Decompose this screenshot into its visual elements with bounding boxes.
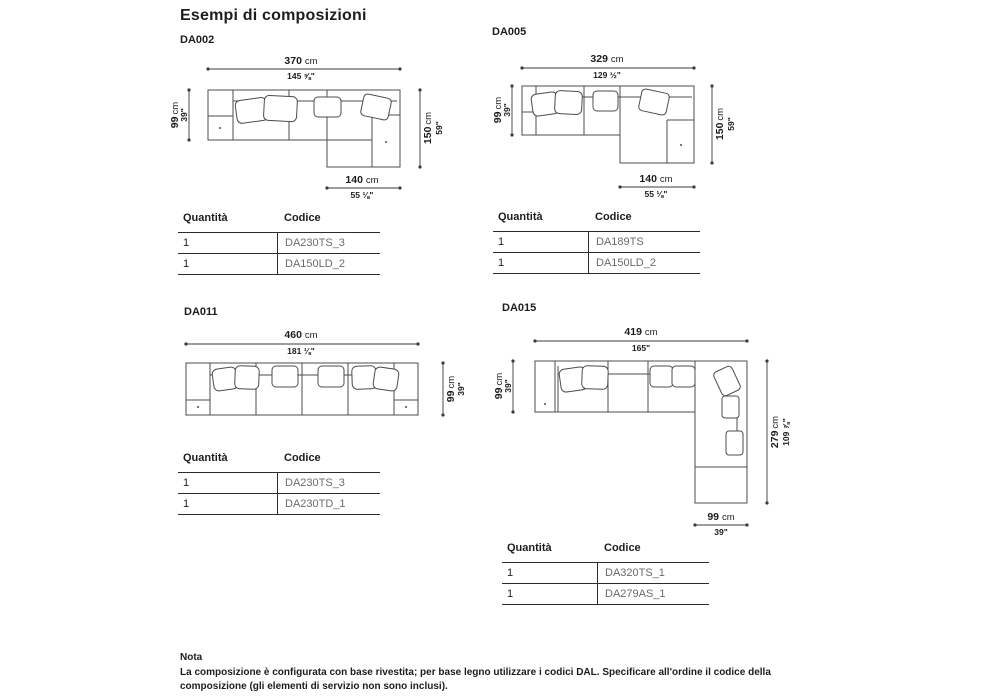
da005-dim-bottom-cm: 140 cm <box>639 173 673 185</box>
da015-dim-left-in: 39" <box>503 379 513 393</box>
composition-label-da002: DA002 <box>180 34 215 46</box>
da015-dim-bottom-cm: 99 cm <box>707 511 735 523</box>
cell-code: DA279AS_1 <box>597 584 709 604</box>
cell-quantity: 1 <box>498 257 505 269</box>
composition-label-da005: DA005 <box>492 26 527 38</box>
col-header-quantity: Quantità <box>498 211 543 223</box>
table-header-row <box>178 452 380 472</box>
da015-dim-top-cm: 419 cm <box>624 326 658 338</box>
col-header-quantity: Quantità <box>183 212 228 224</box>
col-header-quantity: Quantità <box>507 542 552 554</box>
da005-dim-top <box>520 53 695 80</box>
da002-dim-right-cm: 150cm <box>422 111 434 145</box>
da005-dim-top-in: 129 ½" <box>593 70 621 80</box>
da015-diagram <box>490 300 800 540</box>
da011-diagram <box>170 300 470 430</box>
cell-code: DA230TS_3 <box>277 473 380 493</box>
table-row <box>502 583 709 605</box>
da011-dim-top-in: 181 ⅛" <box>287 346 315 356</box>
table-row <box>493 252 700 274</box>
da015-dim-right-cm: 279cm <box>769 415 781 449</box>
cell-code: DA230TS_3 <box>277 233 380 253</box>
da002-dim-left-cm: 99cm <box>169 101 181 129</box>
da011-sofa-plan <box>186 363 418 415</box>
da015-dim-right-in: 109 ⅞" <box>781 418 791 446</box>
da002-sofa-plan <box>208 90 400 167</box>
da015-dim-left-cm: 99cm <box>493 372 505 400</box>
da011-dim-right <box>441 361 466 416</box>
cell-code: DA230TD_1 <box>277 494 380 514</box>
col-header-code: Codice <box>595 211 632 223</box>
da005-dim-left-in: 39" <box>502 103 512 117</box>
da002-diagram <box>170 50 460 200</box>
cell-code: DA189TS <box>588 232 700 252</box>
da015-dim-bottom-in: 39" <box>714 527 728 537</box>
da011-dim-top <box>184 329 419 356</box>
da005-dim-left <box>492 84 514 136</box>
cell-quantity: 1 <box>507 588 514 600</box>
da002-dim-left <box>169 88 191 141</box>
da005-dim-bottom-in: 55 ⅛" <box>644 189 668 199</box>
table-row <box>178 253 380 275</box>
da005-spec-table <box>493 211 700 274</box>
da005-dim-right <box>710 84 736 164</box>
da015-sofa-plan <box>535 361 747 503</box>
cell-quantity: 1 <box>183 237 190 249</box>
cell-quantity: 1 <box>507 567 514 579</box>
da002-dim-top-in: 145 ⅝" <box>287 71 315 81</box>
da011-dim-right-cm: 99cm <box>445 375 457 403</box>
table-row <box>178 472 380 493</box>
table-header-row <box>493 211 700 231</box>
col-header-code: Codice <box>284 452 321 464</box>
da015-dim-left <box>493 359 515 413</box>
da005-dim-top-cm: 329 cm <box>590 53 624 65</box>
table-header-row <box>178 212 380 232</box>
col-header-code: Codice <box>604 542 641 554</box>
cell-quantity: 1 <box>498 236 505 248</box>
composition-label-da015: DA015 <box>502 302 537 314</box>
note-body: La composizione è configurata con base rivestita; per base legno utilizzare i codici DAL. Specificare all'ordine il codice della composizione (gli elementi di servizio non sono inclusi). <box>180 667 771 692</box>
da002-dim-top <box>206 55 401 81</box>
cell-quantity: 1 <box>183 498 190 510</box>
page-title: Esempi di composizioni <box>180 7 367 24</box>
da005-dim-right-cm: 150cm <box>714 107 726 141</box>
da015-dim-right <box>765 359 791 504</box>
da002-dim-left-in: 39" <box>179 108 189 122</box>
da015-dim-top-in: 165" <box>631 343 651 353</box>
col-header-code: Codice <box>284 212 321 224</box>
da002-dim-bottom <box>325 174 401 200</box>
da002-dim-right-in: 59" <box>434 121 444 135</box>
cell-quantity: 1 <box>183 477 190 489</box>
table-row <box>178 232 380 253</box>
cell-code: DA320TS_1 <box>597 563 709 583</box>
cell-code: DA150LD_2 <box>277 254 380 274</box>
composition-label-da011: DA011 <box>184 306 218 318</box>
da011-dim-right-in: 39" <box>456 382 466 396</box>
da015-spec-table <box>502 542 709 605</box>
table-row <box>493 231 700 252</box>
da002-dim-top-cm: 370 cm <box>284 55 318 67</box>
da011-dim-top-cm: 460 cm <box>284 329 318 341</box>
da015-dim-bottom <box>693 511 748 537</box>
da002-dim-right <box>418 88 444 168</box>
da002-spec-table <box>178 212 380 275</box>
da005-dim-left-cm: 99cm <box>492 96 504 124</box>
cell-quantity: 1 <box>183 258 190 270</box>
da002-dim-bottom-cm: 140 cm <box>345 174 379 186</box>
col-header-quantity: Quantità <box>183 452 228 464</box>
note-heading: Nota <box>180 652 203 663</box>
da015-dim-top <box>533 326 748 353</box>
cell-code: DA150LD_2 <box>588 253 700 273</box>
da002-dim-bottom-in: 55 ⅛" <box>350 190 374 200</box>
table-header-row <box>502 542 709 562</box>
da005-sofa-plan <box>522 86 694 163</box>
da005-dim-bottom <box>618 173 695 199</box>
da005-dim-right-in: 59" <box>726 117 736 131</box>
da005-diagram <box>485 25 745 205</box>
table-row <box>178 493 380 515</box>
da011-spec-table <box>178 452 380 515</box>
table-row <box>502 562 709 583</box>
